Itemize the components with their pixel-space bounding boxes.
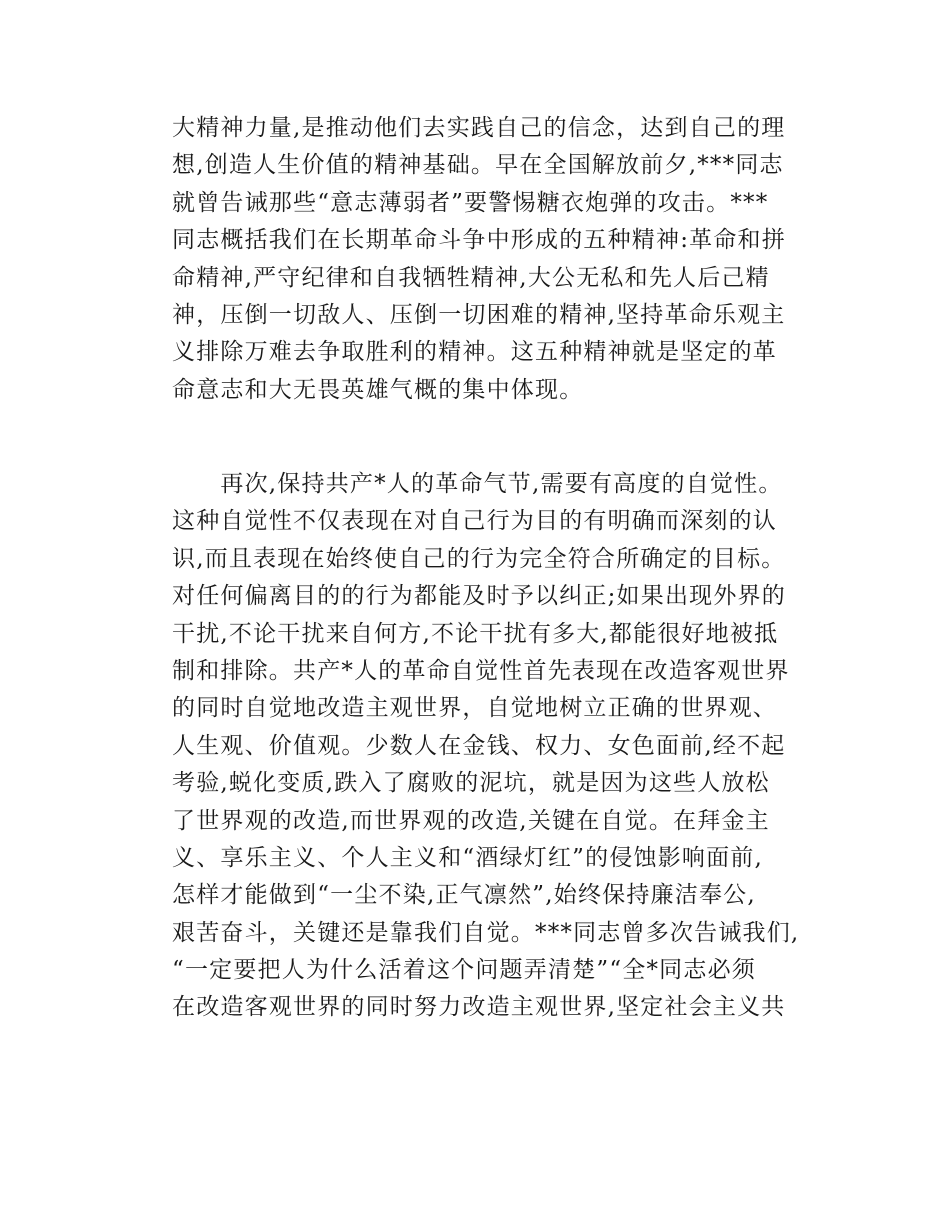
text-line: 艰苦奋斗，关键还是靠我们自觉。***同志曾多次告诫我们, bbox=[172, 919, 800, 946]
text-line: 义、享乐主义、个人主义和“酒绿灯红”的侵蚀影响面前, bbox=[172, 844, 764, 871]
text-line: 识,而且表现在始终使自己的行为完全符合所确定的目标。 bbox=[172, 545, 786, 572]
text-line: 了世界观的改造,而世界观的改造,关键在自觉。在拜金主 bbox=[172, 807, 770, 834]
text-line: 神，压倒一切敌人、压倒一切困难的精神,坚持革命乐观主 bbox=[172, 301, 786, 328]
text-line: 的同时自觉地改造主观世界，自觉地树立正确的世界观、 bbox=[172, 695, 777, 722]
text-line: “一定要把人为什么活着这个问题弄清楚”“全*同志必须 bbox=[172, 957, 756, 984]
text-line: 命精神,严守纪律和自我牺牲精神,大公无私和先人后己精 bbox=[172, 264, 770, 291]
text-line: 对任何偏离目的的行为都能及时予以纠正;如果出现外界的 bbox=[172, 583, 786, 610]
text-line: 想,创造人生价值的精神基础。早在全国解放前夕,***同志 bbox=[172, 152, 784, 179]
text-line: 这种自觉性不仅表现在对自己行为目的有明确而深刻的认 bbox=[172, 508, 777, 535]
text-line: 制和排除。共产*人的革命自觉性首先表现在改造客观世界 bbox=[172, 657, 790, 684]
text-line: 就曾告诫那些“意志薄弱者”要警惕糖衣炮弹的攻击。*** bbox=[172, 189, 769, 216]
paragraph-2 bbox=[172, 466, 812, 1027]
text-line: 同志概括我们在长期革命斗争中形成的五种精神:革命和拼 bbox=[172, 227, 786, 254]
text-line: 人生观、价值观。少数人在金钱、权力、女色面前,经不起 bbox=[172, 732, 786, 759]
text-line: 再次,保持共产*人的革命气节,需要有高度的自觉性。 bbox=[172, 471, 783, 497]
text-line: 怎样才能做到“一尘不染,正气凛然”,始终保持廉洁奉公, bbox=[172, 882, 756, 909]
text-line: 命意志和大无畏英雄气概的集中体现。 bbox=[172, 376, 584, 403]
text-line: 大精神力量,是推动他们去实践自己的信念，达到自己的理 bbox=[172, 115, 786, 141]
text-line: 考验,蜕化变质,跌入了腐败的泥坑，就是因为这些人放松 bbox=[172, 770, 770, 797]
text-line: 干扰,不论干扰来自何方,不论干扰有多大,都能很好地被抵 bbox=[172, 620, 779, 647]
text-line: 在改造客观世界的同时努力改造主观世界,坚定社会主义共 bbox=[172, 994, 786, 1021]
paragraph-1 bbox=[172, 110, 812, 409]
text-line: 义排除万难去争取胜利的精神。这五种精神就是坚定的革 bbox=[172, 339, 777, 366]
